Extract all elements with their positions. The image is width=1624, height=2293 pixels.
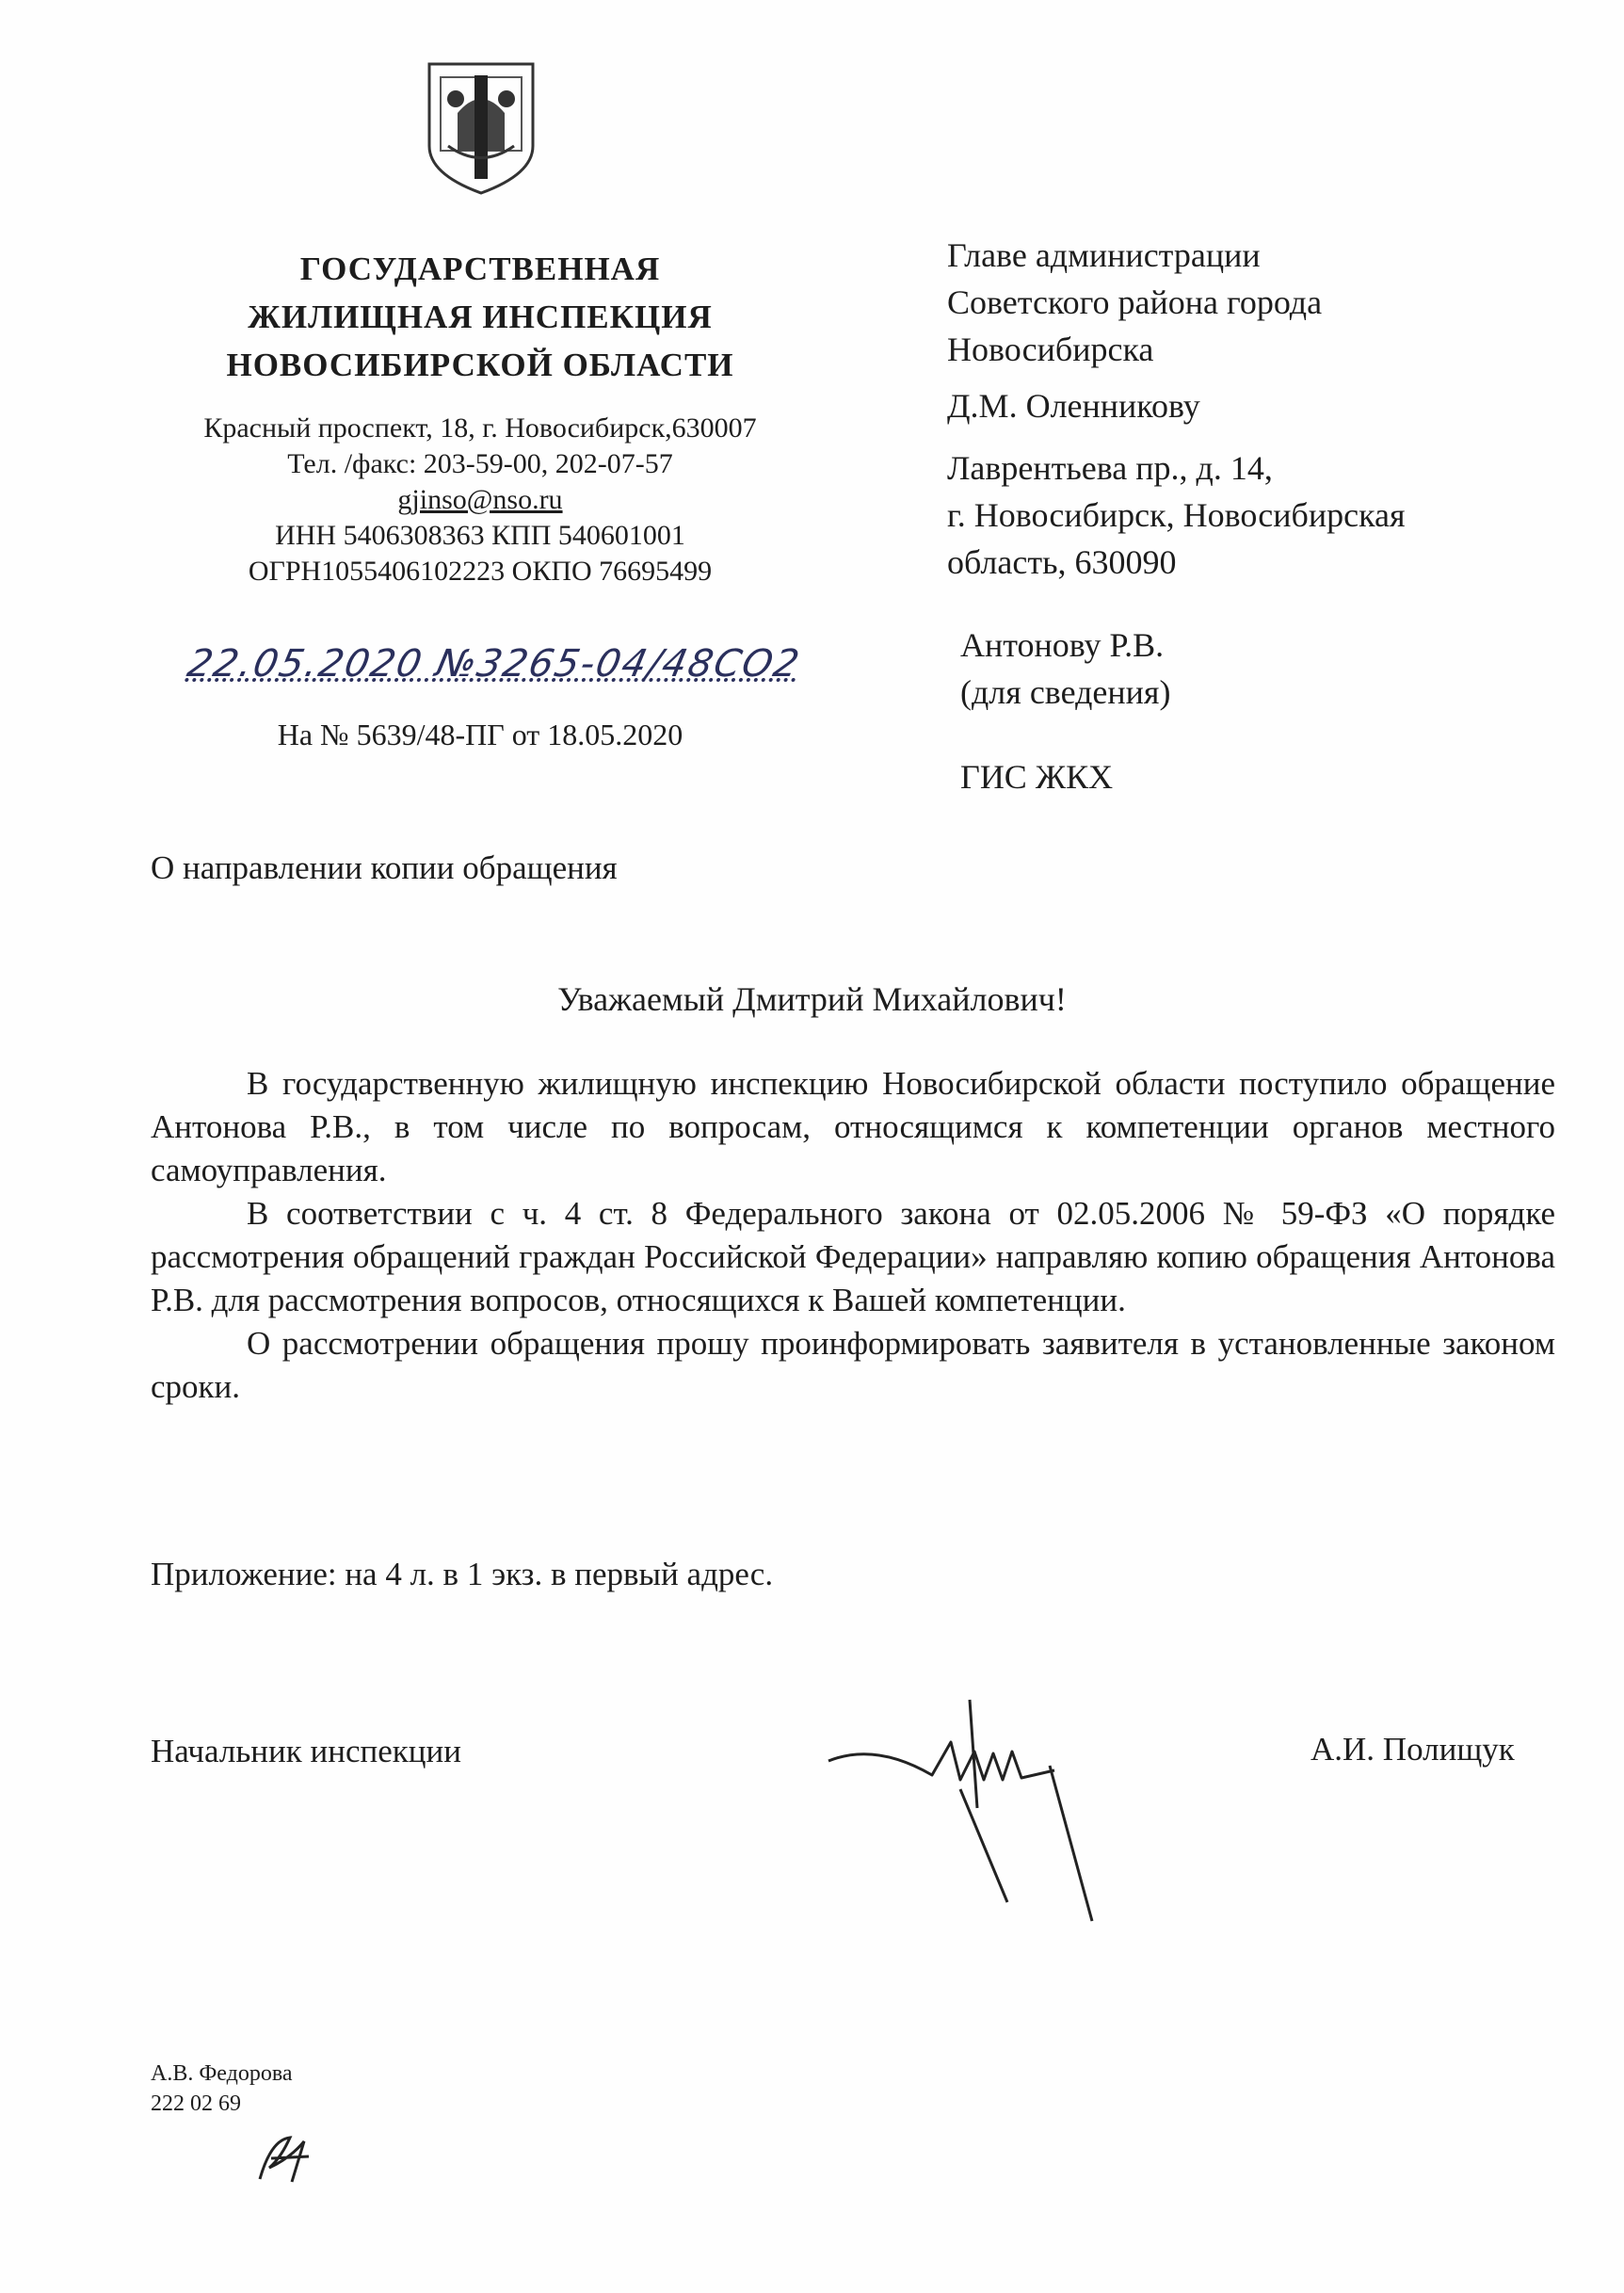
body-paragraph: В государственную жилищную инспекцию Новосибирской области поступило обращение Антонова Р.В., в том числе по вопросам, относящимся к компетенции органов местного самоуправления.	[151, 1065, 1555, 1188]
signer-position: Начальник инспекции	[151, 1733, 461, 1769]
recipient-cc	[960, 622, 1170, 716]
reply-reference: На № 5639/48-ПГ от 18.05.2020	[277, 718, 683, 751]
org-email-link[interactable]: gjinso@nso.ru	[397, 484, 563, 515]
address-line: область, 630090	[947, 543, 1177, 581]
executor-info	[151, 2059, 293, 2119]
letter-greeting: Уважаемый Дмитрий Михайлович!	[557, 980, 1067, 1018]
organization-contacts	[113, 411, 847, 589]
addressee-line: Новосибирска	[947, 331, 1154, 368]
body-paragraph: О рассмотрении обращения прошу проинформировать заявителя в установленные законом сроки.	[151, 1325, 1555, 1405]
initials-mark-icon	[252, 2130, 318, 2187]
org-line: НОВОСИБИРСКОЙ ОБЛАСТИ	[226, 347, 734, 383]
letter-body	[151, 1062, 1555, 1409]
recipient-addressee	[947, 232, 1322, 373]
cc-line: (для сведения)	[960, 673, 1171, 711]
org-ogrn-okpo: ОГРН1055406102223 ОКПО 76695499	[248, 556, 713, 587]
address-line: Лаврентьева пр., д. 14,	[947, 449, 1273, 487]
body-paragraph: В соответствии с ч. 4 ст. 8 Федерального закона от 02.05.2006 № 59-ФЗ «О порядке рассмотрения обращений граждан Российской Федерации» направляю копию обращения Антонова Р.В. для рассмотрения вопросов, относящихся к Вашей компетенции.	[151, 1195, 1555, 1318]
recipient-name: Д.М. Оленникову	[947, 387, 1200, 425]
cc-line: Антонову Р.В.	[960, 626, 1165, 664]
addressee-line: Главе администрации	[947, 236, 1261, 274]
executor-name: А.В. Федорова	[151, 2061, 293, 2086]
executor-phone: 222 02 69	[151, 2091, 241, 2116]
registration-number: 22.05.2020 №3265-04/48СО2	[184, 642, 805, 686]
org-address: Красный проспект, 18, г. Новосибирск,630007	[203, 412, 757, 444]
letter-subject: О направлении копии обращения	[151, 849, 618, 886]
org-line: ГОСУДАРСТВЕННАЯ	[299, 250, 661, 287]
addressee-line: Советского района города	[947, 283, 1323, 321]
recipient-address	[947, 444, 1406, 586]
attachment-note: Приложение: на 4 л. в 1 экз. в первый адрес.	[151, 1556, 774, 1592]
organization-name	[132, 245, 828, 389]
org-inn-kpp: ИНН 5406308363 КПП 540601001	[275, 520, 685, 551]
recipient-system: ГИС ЖКХ	[960, 758, 1114, 796]
org-phone: Тел. /факс: 203-59-00, 202-07-57	[287, 448, 673, 479]
signer-name: А.И. Полищук	[1310, 1731, 1515, 1768]
address-line: г. Новосибирск, Новосибирская	[947, 496, 1406, 534]
signature-icon	[819, 1686, 1101, 1968]
coat-of-arms-icon	[420, 57, 542, 198]
org-line: ЖИЛИЩНАЯ ИНСПЕКЦИЯ	[248, 299, 713, 335]
